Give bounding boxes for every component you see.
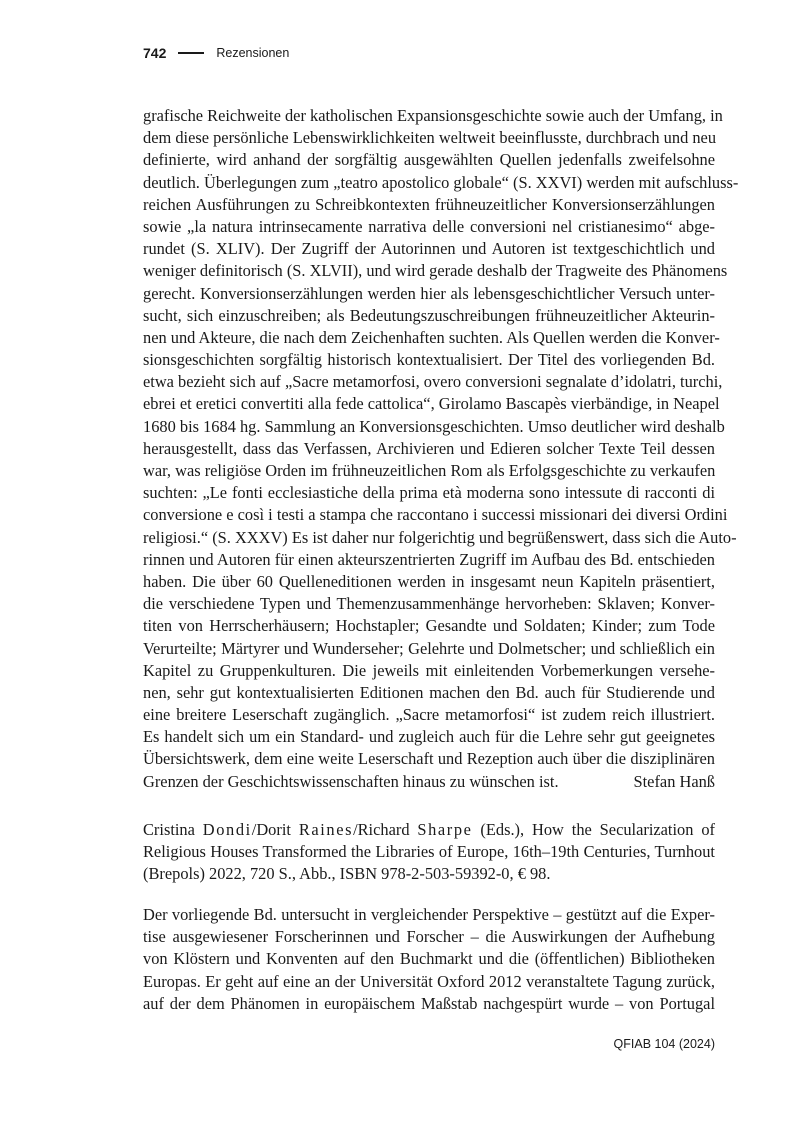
text-line: gerecht. Konversionserzählungen werden hier als lebensgeschichtlicher Versuch unter- [143, 283, 715, 303]
text-line: die verschiedene Typen und Themenzusammenhänge hervorheben: Sklaven; Konver- [143, 594, 715, 614]
text-line: etwa bezieht sich auf „Sacre metamorfosi, overo conversioni segnalate d’idolatri, turchi, [143, 372, 723, 392]
review-text-2 [143, 904, 715, 1015]
editor-3-last: Sharpe [417, 820, 473, 839]
journal-footer: QFIAB 104 (2024) [613, 1037, 715, 1051]
header-rule [178, 52, 204, 54]
text-line: sowie „la natura intrinsecamente narrativa delle conversioni nel cristianesimo“ abge- [143, 216, 715, 236]
text-line: nen und Akteure, die nach dem Zeichenhaften suchten. Als Quellen werden die Konver- [143, 327, 720, 347]
text-line: Der vorliegende Bd. untersucht in vergleichender Perspektive – gestützt auf die Exper- [143, 905, 715, 924]
text-line: 1680 bis 1684 hg. Sammlung an Konversionsgeschichten. Umso deutlicher wird deshalb [143, 416, 725, 436]
text-line: deutlich. Überlegungen zum „teatro apostolico globale“ (S. XXVI) werden mit aufschluss- [143, 172, 739, 192]
text-line: religiosi.“ (S. XXXV) Es ist daher nur folgerichtig und begrüßenswert, dass sich die Auto- [143, 527, 737, 547]
review-1-lines [143, 105, 739, 771]
text-line: suchten: „Le fonti ecclesiastiche della prima età moderna sono intessute di racconti di [143, 483, 715, 503]
editor-1-last: Dondi [202, 820, 252, 839]
biblio-line-1: Cristina Dondi/Dorit Raines/Richard Sharpe (Eds.), How the Secularization of [143, 820, 715, 839]
biblio-line-2: Religious Houses Transformed the Libraries of Europe, 16th–19th Centuries, Turnhout [143, 842, 715, 862]
editor-1-first: Cristina [143, 820, 195, 839]
biblio-line-3: (Brepols) 2022, 720 S., Abb., ISBN 978-2-503-59392-0, € 98. [143, 864, 551, 884]
text-line: ebrei et eretici convertiti alla fede cattolica“, Girolamo Bascapès vierbändige, in Neapel [143, 394, 720, 414]
text-line: reichen Ausführungen zu Schreibkontexten frühneuzeitlicher Konversionserzählungen [143, 194, 715, 214]
editor-2-last: Raines [298, 820, 354, 839]
text-line: eine breitere Leserschaft zugänglich. „Sacre metamorfosi“ ist zudem reich illustriert. [143, 705, 715, 725]
text-line: conversione e così i testi a stampa che raccontano i successi missionari dei diversi Ordini [143, 505, 728, 525]
review-1-closing-text: Grenzen der Geschichtswissenschaften hinaus zu wünschen ist. [143, 771, 559, 791]
review-2-lines [143, 904, 715, 1015]
text-line: titen von Herrscherhäusern; Hochstapler; Gesandte und Soldaten; Kinder; zum Tode [143, 616, 715, 636]
page-number: 742 [143, 45, 167, 61]
text-line: definierte, wird anhand der sorgfältig ausgewählten Quellen jedenfalls zweifelsohne [143, 150, 715, 170]
text-line: grafische Reichweite der katholischen Expansionsgeschichte sowie auch der Umfang, in [143, 106, 723, 125]
text-line: auf der dem Phänomen in europäischem Maßstab nachgespürt wurde – von Portugal [143, 993, 715, 1013]
running-header [143, 43, 289, 63]
text-line: sionsgeschichten sorgfältig historisch kontextualisiert. Der Titel des vorliegenden Bd. [143, 350, 715, 370]
text-line: von Klöstern und Konventen auf den Buchmarkt und die (öffentlichen) Bibliotheken [143, 949, 715, 969]
text-line: dem diese persönliche Lebenswirklichkeiten weltweit beeinflusste, durchbrach und neu [143, 128, 717, 148]
text-line: weniger definitorisch (S. XLVII), und wird gerade deshalb der Tragweite des Phänomens [143, 261, 728, 281]
text-line: Europas. Er geht auf eine an der Universität Oxford 2012 veranstaltete Tagung zurück, [143, 971, 715, 991]
text-line: nen, sehr gut kontextualisierten Editionen machen den Bd. auch für Studierende und [143, 682, 715, 702]
text-line: sucht, sich einzuschreiben; als Bedeutungszuschreibungen frühneuzeitlicher Akteurin- [143, 305, 715, 325]
section-title: Rezensionen [216, 46, 290, 60]
text-line: herausgestellt, dass das Verfassen, Archivieren und Edieren solcher Texte Teil dessen [143, 438, 715, 458]
text-line: Verurteilte; Märtyrer und Wunderseher; Gelehrte und Dolmetscher; und schließlich ein [143, 638, 715, 658]
review-1-last-line [143, 771, 715, 793]
editor-2-first: Dorit [256, 820, 291, 839]
text-line: Kapitel zu Gruppenkulturen. Die jeweils mit einleitenden Vorbemerkungen versehe- [143, 660, 715, 680]
text-line: Übersichtswerk, dem eine weite Leserschaft und Rezeption auch über die disziplinären [143, 749, 715, 769]
biblio-title-start: (Eds.), How the Secularization of [472, 820, 715, 839]
text-line: rinnen und Autoren für einen akteurszentrierten Zugriff im Aufbau des Bd. entschieden [143, 549, 715, 569]
text-line: haben. Die über 60 Quelleneditionen werden in insgesamt neun Kapiteln präsentiert, [143, 571, 715, 591]
text-line: war, was religiöse Orden im frühneuzeitlichen Rom als Erfolgsgeschichte zu verkaufen [143, 461, 716, 480]
text-line: rundet (S. XLIV). Der Zugriff der Autorinnen und Autoren ist textgeschichtlich und [143, 239, 715, 259]
reviewer-name: Stefan Hanß [633, 771, 715, 791]
text-line: Es handelt sich um ein Standard- und zugleich auch für die Lehre sehr gut geeignetes [143, 727, 715, 747]
review-text-1 [143, 105, 739, 793]
bibliographic-entry [143, 819, 715, 886]
editor-3-first: Richard [357, 820, 410, 839]
text-line: tise ausgewiesener Forscherinnen und Forscher – die Auswirkungen der Aufhebung [143, 927, 715, 947]
